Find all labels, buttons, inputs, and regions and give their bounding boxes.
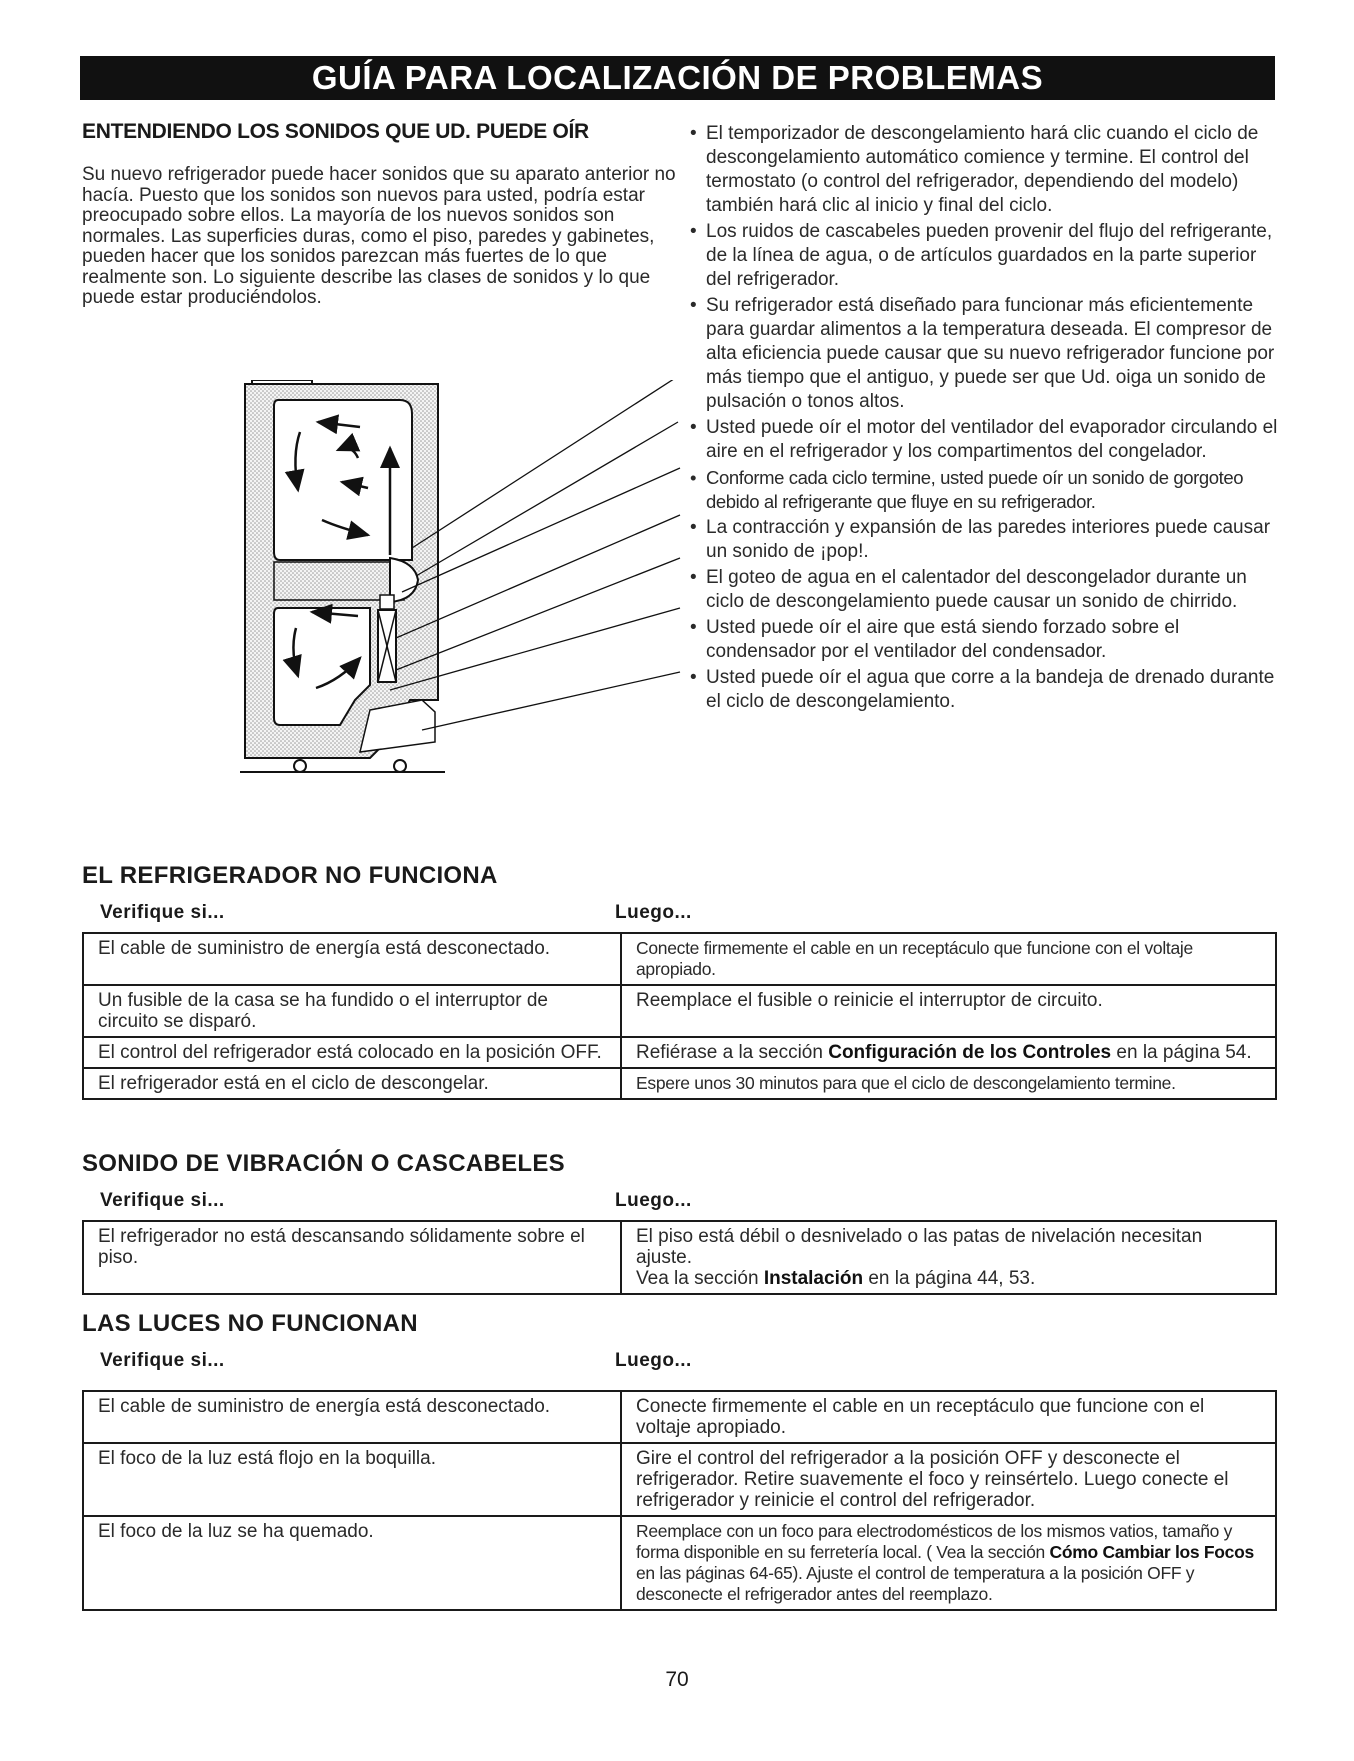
bullet-text: El goteo de agua en el calentador del descongelador durante un ciclo de descongelamiento puede causar un sonido de chirrido. bbox=[706, 567, 1247, 612]
check-cell: El refrigerador está en el ciclo de descongelar. bbox=[83, 1068, 621, 1099]
intro-text: Su nuevo refrigerador puede hacer sonidos que su aparato anterior no hacía. Puesto que los sonidos son nuevos para usted, podría estar preocupado sobre ellos. La mayoría de los nuevos sonidos son normales. Las superficies duras, como el piso, paredes y gabinetes, pueden hacer que los sonidos parezcan más fuertes de lo que realmente son. Lo siguiente describe las clases de sonidos y lo que puede estar produciéndolos. bbox=[82, 164, 676, 308]
then-cell: Conecte firmemente el cable en un receptáculo que funcione con el voltaje apropiado. bbox=[621, 1391, 1276, 1443]
bullet-text: Usted puede oír el agua que corre a la bandeja de drenado durante el ciclo de descongelamiento. bbox=[706, 667, 1275, 712]
bullet-text: El temporizador de descongelamiento hará clic cuando el ciclo de descongelamiento automático comience y termine. El control del termostato (o control del refrigerador, dependiendo del modelo) también hará clic al inicio y final del ciclo. bbox=[706, 123, 1259, 216]
then-bold-text: Configuración de los Controles bbox=[828, 1042, 1112, 1063]
bullet-text: Conforme cada ciclo termine, usted puede oír un sonido de gorgoteo debido al refrigerante que fluye en su refrigerador. bbox=[706, 467, 1244, 512]
then-cell: Espere unos 30 minutos para que el ciclo de descongelamiento termine. bbox=[621, 1068, 1276, 1099]
bullet-text: La contracción y expansión de las paredes interiores puede causar un sonido de ¡pop!. bbox=[706, 517, 1271, 562]
col-label-then: Luego... bbox=[615, 902, 692, 923]
refrigerator-diagram bbox=[240, 380, 710, 845]
table-vibracion bbox=[82, 1220, 1277, 1295]
callout-line bbox=[422, 672, 680, 730]
list-item: • Conforme cada ciclo termine, usted puede oír un sonido de gorgoteo debido al refrigerante que fluye en su refrigerador. bbox=[690, 467, 1244, 512]
col-label-then: Luego... bbox=[615, 1190, 692, 1211]
page-banner: GUÍA PARA LOCALIZACIÓN DE PROBLEMAS bbox=[80, 56, 1275, 100]
bullet-text: Los ruidos de cascabeles pueden provenir del flujo del refrigerante, de la línea de agua, o de artículos guardados en la parte superior del refrigerador. bbox=[706, 221, 1273, 290]
table-row bbox=[83, 933, 1276, 985]
then-cell bbox=[621, 1516, 1276, 1610]
then-text: Refiérase a la sección bbox=[636, 1042, 829, 1063]
then-text: en la página 54. bbox=[1111, 1042, 1252, 1063]
check-cell: Un fusible de la casa se ha fundido o el interruptor de circuito se disparó. bbox=[83, 985, 621, 1037]
then-cell: Gire el control del refrigerador a la posición OFF y desconecte el refrigerador. Retire suavemente el foco y reinsértelo. Luego conecte el refrigerador y reinicie el control del refrigerador. bbox=[621, 1443, 1276, 1516]
list-item: • Usted puede oír el aire que está siendo forzado sobre el condensador por el ventilador del condensador. bbox=[690, 617, 1180, 662]
wheel-front bbox=[294, 760, 306, 772]
bullet-text: Usted puede oír el aire que está siendo forzado sobre el condensador por el ventilador del condensador. bbox=[706, 617, 1180, 662]
intro-heading: ENTENDIENDO LOS SONIDOS QUE UD. PUEDE OÍR bbox=[82, 120, 589, 143]
then-cell: Conecte firmemente el cable en un receptáculo que funcione con el voltaje apropiado. bbox=[621, 933, 1276, 985]
page-number: 70 bbox=[665, 1668, 689, 1691]
bullet-text: Usted puede oír el motor del ventilador del evaporador circulando el aire en el refrigerador y los compartimentos del congelador. bbox=[706, 417, 1278, 462]
list-item: • La contracción y expansión de las paredes interiores puede causar un sonido de ¡pop!. bbox=[690, 517, 1271, 562]
col-label-then: Luego... bbox=[615, 1350, 692, 1371]
callout-line bbox=[412, 380, 680, 548]
table-luces bbox=[82, 1390, 1277, 1611]
check-cell: El refrigerador no está descansando sólidamente sobre el piso. bbox=[83, 1221, 621, 1294]
defrost-heater bbox=[380, 595, 394, 609]
sound-bullet-list bbox=[690, 122, 1285, 716]
then-text: en las páginas 64-65). Ajuste el control de temperatura a la posición OFF y desconecte el refrigerador antes del reemplazo. bbox=[636, 1563, 1195, 1604]
callout-line bbox=[416, 422, 678, 576]
col-label-check: Verifique si... bbox=[100, 902, 225, 923]
section-title-no-funciona: EL REFRIGERADOR NO FUNCIONA bbox=[82, 862, 498, 889]
then-bold-text: Cómo Cambiar los Focos bbox=[1049, 1542, 1254, 1562]
list-item: • El goteo de agua en el calentador del descongelador durante un ciclo de descongelamiento puede causar un sonido de chirrido. bbox=[690, 567, 1247, 612]
bullet-text: Su refrigerador está diseñado para funcionar más eficientemente para guardar alimentos a la temperatura deseada. El compresor de alta eficiencia puede causar que su nuevo refrigerador funcione por más tiempo que el antiguo, y puede ser que Ud. oiga un sonido de pulsación o tonos altos. bbox=[706, 295, 1275, 412]
then-bold-text: Instalación bbox=[763, 1268, 864, 1289]
then-text: en la página 44, 53. bbox=[863, 1268, 1036, 1289]
check-cell: El cable de suministro de energía está desconectado. bbox=[83, 1391, 621, 1443]
then-cell: Reemplace el fusible o reinicie el interruptor de circuito. bbox=[621, 985, 1276, 1037]
then-text: Vea la sección bbox=[636, 1268, 764, 1289]
then-cell bbox=[621, 1037, 1276, 1068]
section-title-vibracion: SONIDO DE VIBRACIÓN O CASCABELES bbox=[82, 1150, 565, 1177]
table-row bbox=[83, 985, 1276, 1037]
check-cell: El control del refrigerador está colocado en la posición OFF. bbox=[83, 1037, 621, 1068]
col-label-check: Verifique si... bbox=[100, 1190, 225, 1211]
wheel-rear bbox=[394, 760, 406, 772]
table-no-funciona bbox=[82, 932, 1277, 1100]
list-item: • Usted puede oír el motor del ventilador del evaporador circulando el aire en el refrigerador y los compartimentos del congelador. bbox=[690, 417, 1278, 462]
table-row bbox=[83, 1068, 1276, 1099]
list-item: • Los ruidos de cascabeles pueden provenir del flujo del refrigerante, de la línea de agua, o de artículos guardados en la parte superior del refrigerador. bbox=[690, 221, 1273, 290]
list-item: • Su refrigerador está diseñado para funcionar más eficientemente para guardar alimentos a la temperatura deseada. El compresor de alta eficiencia puede causar que su nuevo refrigerador funcione por más tiempo que el antiguo, y puede ser que Ud. oiga un sonido de pulsación o tonos altos. bbox=[690, 295, 1275, 412]
check-cell: El cable de suministro de energía está desconectado. bbox=[83, 933, 621, 985]
callout-line bbox=[402, 468, 680, 592]
table-row bbox=[83, 1443, 1276, 1516]
list-item: • Usted puede oír el agua que corre a la bandeja de drenado durante el ciclo de descongelamiento. bbox=[690, 667, 1275, 712]
table-row bbox=[83, 1391, 1276, 1443]
table-row bbox=[83, 1516, 1276, 1610]
check-cell: El foco de la luz se ha quemado. bbox=[83, 1516, 621, 1610]
check-cell: El foco de la luz está flojo en la boquilla. bbox=[83, 1443, 621, 1516]
intro-paragraph bbox=[82, 165, 682, 309]
list-item: • El temporizador de descongelamiento hará clic cuando el ciclo de descongelamiento automático comience y termine. El control del termostato (o control del refrigerador, dependiendo del modelo) también hará clic al inicio y final del ciclo. bbox=[690, 123, 1259, 216]
table-row bbox=[83, 1221, 1276, 1294]
section-title-luces: LAS LUCES NO FUNCIONAN bbox=[82, 1310, 418, 1337]
then-text: Reemplace con un foco para electrodomésticos de los mismos vatios, tamaño y forma disponible en su ferretería local. ( Vea la sección bbox=[636, 1521, 1233, 1562]
col-label-check: Verifique si... bbox=[100, 1350, 225, 1371]
then-text: El piso está débil o desnivelado o las patas de nivelación necesitan ajuste. bbox=[636, 1226, 1203, 1268]
table-row bbox=[83, 1037, 1276, 1068]
then-cell bbox=[621, 1221, 1276, 1294]
